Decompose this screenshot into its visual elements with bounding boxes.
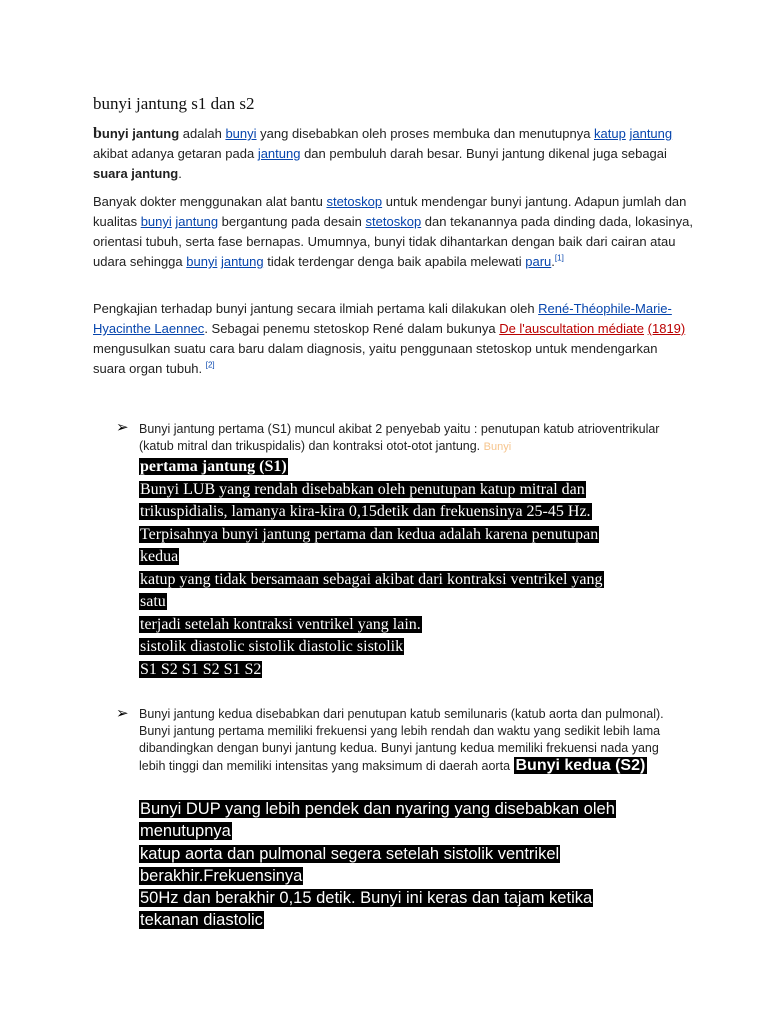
faded-text: Bunyi	[483, 441, 512, 453]
text: akibat adanya getaran pada	[93, 146, 258, 161]
redlink-book[interactable]: De l'auscultation médiate	[499, 321, 645, 336]
link-bunyi[interactable]: bunyi	[225, 126, 257, 141]
text: adalah	[179, 126, 226, 141]
s2-highlight-block	[139, 798, 679, 932]
link-paru[interactable]: paru	[525, 254, 552, 269]
link-katup[interactable]: katup	[594, 126, 626, 141]
link-jantung[interactable]: jantung	[257, 146, 301, 161]
arrow-bullet-icon: ➢	[116, 705, 129, 722]
text: Bunyi jantung kedua disebabkan dari penutupan katub semilunaris (katub aorta dan pulmonal). Bunyi jantung pertama memiliki frekuensi yang lebih rendah dan waktu yang sedikit lebih lama dibandingkan dengan bunyi jantung kedua. Bunyi jantung kedua memiliki frekuensi nada yang lebih tinggi dan memiliki intensitas yang maksimum di daerah aorta	[139, 707, 664, 773]
text: untuk mendengar bunyi jantung. Adapun jumlah dan kualitas	[93, 194, 687, 229]
bold-term: suara jantung	[93, 166, 179, 181]
text: bergantung pada desain	[218, 214, 366, 229]
text: dan pembuluh darah besar. Bunyi jantung dikenal juga sebagai	[300, 146, 667, 161]
link-bunyi[interactable]: bunyi	[140, 214, 172, 229]
link-laennec[interactable]: René-Théophile-Marie-Hyacinthe Laennec	[93, 301, 672, 336]
text: .	[551, 254, 555, 269]
highlight-line: katup aorta dan pulmonal segera setelah sistolik ventrikel	[140, 844, 560, 863]
text: yang disebabkan oleh proses membuka dan menutupnya	[256, 126, 595, 141]
lead-letter: b	[93, 125, 102, 142]
arrow-bullet-icon: ➢	[116, 419, 129, 436]
link-stetoskop[interactable]: stetoskop	[326, 194, 383, 209]
reference-link[interactable]: [2]	[205, 360, 215, 370]
s2-description	[139, 706, 679, 775]
link-stetoskop[interactable]: stetoskop	[365, 214, 422, 229]
text: tidak terdengar denga baik apabila melewati	[263, 254, 526, 269]
s1-heading: pertama jantung (S1)	[140, 458, 287, 475]
highlight-line: Bunyi DUP yang lebih pendek dan nyaring yang disebabkan oleh	[140, 800, 615, 818]
highlight-line: sistolik diastolic sistolik diastolic sistolik	[140, 638, 404, 655]
paragraph-definition	[93, 124, 693, 184]
highlight-line: menutupnya	[140, 822, 231, 841]
highlight-line: terjadi setelah kontraksi ventrikel yang lain.	[140, 615, 421, 633]
text: .	[178, 166, 182, 181]
paragraph-history	[93, 299, 693, 379]
paragraph-stethoscope	[93, 192, 693, 272]
highlight-line: katup yang tidak bersamaan sebagai akibat dari kontraksi ventrikel yang	[140, 570, 603, 588]
reference-link[interactable]: [1]	[554, 253, 564, 263]
lead-bold: unyi jantung	[101, 126, 180, 141]
text: dan tekanannya pada dinding dada, lokasinya, orientasi tubuh, serta fase bernapas. Umumnya, bunyi tidak dihantarkan dengan baik dari cairan atau udara sehingga	[93, 214, 693, 269]
text: Banyak dokter menggunakan alat bantu	[93, 194, 327, 209]
highlight-line: kedua	[140, 548, 179, 565]
link-jantung[interactable]: jantung	[629, 126, 673, 141]
text: mengusulkan suatu cara baru dalam diagnosis, yaitu penggunaan stetoskop untuk mendengarkan suara organ tubuh.	[93, 341, 658, 376]
s1-highlight-block	[139, 456, 679, 681]
s1-description	[139, 421, 679, 456]
highlight-line: 50Hz dan berakhir 0,15 detik. Bunyi ini keras dan tajam ketika	[140, 889, 593, 908]
redlink-year[interactable]: (1819)	[647, 321, 686, 336]
s2-heading: Bunyi kedua (S2)	[515, 757, 646, 774]
highlight-line: satu	[140, 593, 166, 610]
highlight-line: Terpisahnya bunyi jantung pertama dan kedua adalah karena penutupan	[140, 525, 599, 543]
link-bunyi[interactable]: bunyi	[186, 254, 218, 269]
highlight-line: S1 S2 S1 S2 S1 S2	[140, 660, 262, 678]
highlight-line: berakhir.Frekuensinya	[140, 866, 303, 885]
highlight-line: Bunyi LUB yang rendah disebabkan oleh penutupan katup mitral dan	[140, 480, 585, 498]
text: Bunyi jantung pertama (S1) muncul akibat 2 penyebab yaitu : penutupan katub atrioventrikular (katub mitral dan trikuspidalis) dan kontraksi otot-otot jantung.	[139, 422, 660, 453]
text: . Sebagai penemu stetoskop René dalam bukunya	[204, 321, 500, 336]
page-title: bunyi jantung s1 dan s2	[93, 94, 255, 113]
link-jantung[interactable]: jantung	[175, 214, 219, 229]
link-jantung[interactable]: jantung	[220, 254, 264, 269]
highlight-line: trikuspidialis, lamanya kira-kira 0,15detik dan frekuensinya 25-45 Hz.	[140, 503, 591, 520]
highlight-line: tekanan diastolic	[140, 911, 263, 930]
text: Pengkajian terhadap bunyi jantung secara ilmiah pertama kali dilakukan oleh	[93, 301, 539, 316]
